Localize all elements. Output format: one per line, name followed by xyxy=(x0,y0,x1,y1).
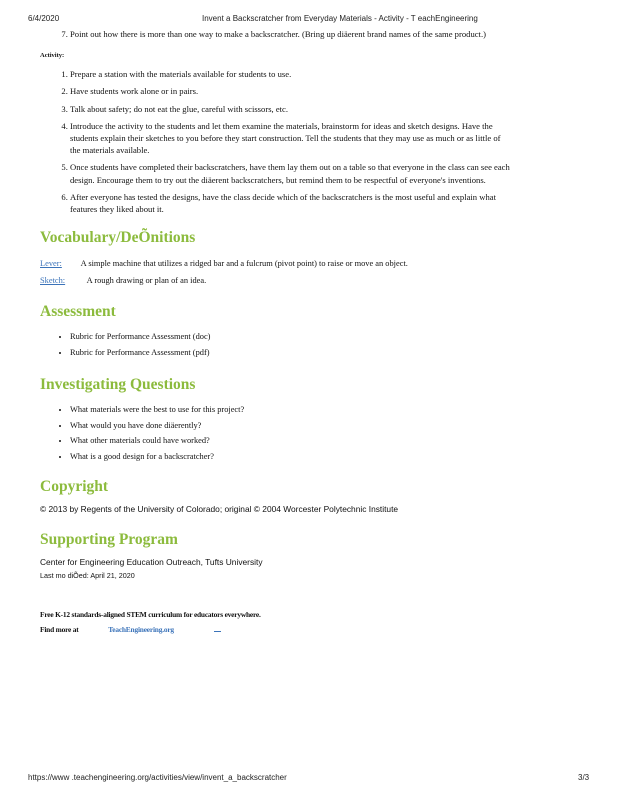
assessment-list xyxy=(40,329,510,360)
supporting-heading: Supporting Program xyxy=(40,531,178,549)
assessment-heading: Assessment xyxy=(40,303,116,321)
last-modified: Last mo diÕed: April 21, 2020 xyxy=(40,571,135,581)
vocab-item xyxy=(40,276,510,285)
vocab-term-link[interactable]: Sketch: xyxy=(40,276,66,286)
list-item: 7. Point out how there is more than one way to make a backscratcher. (Bring up diäerent brand names of the same product.) xyxy=(70,28,510,40)
footer-url: https://www .teachengineering.org/activities/view/invent_a_backscratcher xyxy=(28,773,287,782)
supporting-text: Center for Engineering Education Outreach, Tufts University xyxy=(40,557,263,568)
promo-line xyxy=(40,625,510,634)
activity-step: 2. Have students work alone or in pairs. xyxy=(70,85,510,97)
question-item: • What materials were the best to use for this project? xyxy=(70,402,510,418)
question-item: • What would you have done diäerently? xyxy=(70,418,510,434)
link-underline xyxy=(214,631,221,632)
questions-list xyxy=(40,402,510,464)
promo-tagline: Free K-12 standards-aligned STEM curriculum for educators everywhere. xyxy=(40,610,261,620)
vocab-item xyxy=(40,259,510,268)
find-more-label: Find more at xyxy=(40,625,79,635)
activity-step: 1. Prepare a station with the materials available for students to use. xyxy=(70,68,510,80)
intro-list xyxy=(40,28,510,40)
vocabulary-heading: Vocabulary/DeÕnitions xyxy=(40,229,196,247)
assessment-item[interactable]: • Rubric for Performance Assessment (doc) xyxy=(70,329,510,345)
activity-step: 4. Introduce the activity to the students and let them examine the materials, brainstorm for ideas and sketch designs. Have the students explain their sketches to you before they start construction. Tell the students that they may use as much or as little of the materials available. xyxy=(70,120,510,157)
print-date: 6/4/2020 xyxy=(28,14,60,23)
print-title: Invent a Backscratcher from Everyday Materials - Activity - T eachEngineering xyxy=(202,14,478,23)
copyright-heading: Copyright xyxy=(40,478,109,496)
vocab-term-link[interactable]: Lever: xyxy=(40,259,62,269)
teachengineering-link[interactable]: TeachEngineering.org xyxy=(108,625,174,635)
activity-step: 6. After everyone has tested the designs, have the class decide which of the backscratchers is the most useful and explain what features they liked about it. xyxy=(70,191,510,215)
question-item: • What other materials could have worked? xyxy=(70,433,510,449)
assessment-item[interactable]: • Rubric for Performance Assessment (pdf) xyxy=(70,345,510,361)
vocab-definition: A simple machine that utilizes a ridged bar and a fulcrum (pivot point) to raise or move an object. xyxy=(80,259,408,269)
questions-heading: Investigating Questions xyxy=(40,376,196,394)
question-item: • What is a good design for a backscratcher? xyxy=(70,449,510,465)
activity-steps xyxy=(40,68,510,215)
activity-step: 3. Talk about safety; do not eat the glue, careful with scissors, etc. xyxy=(70,103,510,115)
page-content xyxy=(40,28,510,634)
copyright-text: © 2013 by Regents of the University of Colorado; original © 2004 Worcester Polytechnic Institute xyxy=(40,504,399,515)
vocab-definition: A rough drawing or plan of an idea. xyxy=(86,276,207,286)
page-number: 3/3 xyxy=(578,773,590,782)
activity-label: Activity: xyxy=(40,52,65,60)
activity-step: 5. Once students have completed their backscratchers, have them lay them out on a table so that everyone in the class can see each design. Encourage them to try out the diäerent backscratchers, but remind them to be respectful of everyone's inventions. xyxy=(70,161,510,185)
